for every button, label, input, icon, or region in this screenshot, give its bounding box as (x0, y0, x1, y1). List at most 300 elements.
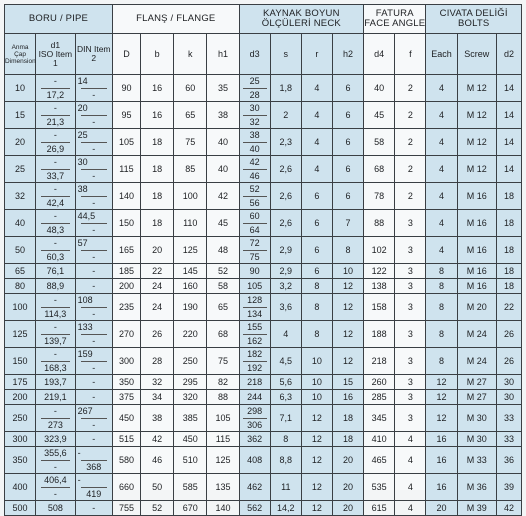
cell-d3-bottom: 56 (249, 198, 260, 208)
table-row (5, 474, 522, 501)
cell-dim: 350 (5, 447, 36, 474)
cell-k: 145 (174, 264, 207, 279)
cell-s: 8,8 (270, 447, 301, 474)
cell-b: 20 (140, 237, 173, 264)
cell-d3-divider (243, 307, 267, 308)
cell-d3-top: 25 (249, 76, 260, 86)
table-row (5, 348, 522, 375)
cell-d3-top: 38 (249, 130, 260, 140)
cell-D: 90 (112, 75, 140, 102)
cell-k: 670 (174, 501, 207, 516)
cell-d3-divider (243, 418, 267, 419)
cell-din-bottom: - (92, 252, 96, 262)
table-row (5, 432, 522, 447)
cell-screw: M 39 (457, 501, 496, 516)
cell-d2: 33 (496, 405, 521, 432)
cell-iso-bottom: 42,4 (46, 198, 65, 208)
cell-r: 4 (301, 75, 332, 102)
col-f: f (395, 34, 426, 75)
cell-k: 85 (174, 156, 207, 183)
bolts-group-header: CIVATA DELİĞİ BOLTS (426, 5, 522, 34)
cell-din-bottom: 419 (86, 489, 102, 499)
cell-r: 6 (301, 210, 332, 237)
cell-dim: 175 (5, 375, 36, 390)
cell-k: 160 (174, 279, 207, 294)
cell-each: 12 (426, 405, 457, 432)
cell-h1: 140 (207, 501, 239, 516)
cell-screw: M 16 (457, 264, 496, 279)
table-row (5, 129, 522, 156)
cell-f: 3 (395, 237, 426, 264)
col-screw: Screw (457, 34, 496, 75)
col-s: s (270, 34, 301, 75)
flange-spec-sheet (4, 4, 522, 513)
cell-h2: 18 (332, 405, 363, 432)
cell-d3-bottom: 192 (247, 363, 263, 373)
cell-h2: 20 (332, 447, 363, 474)
cell-f: 3 (395, 390, 426, 405)
cell-d3-divider (243, 88, 267, 89)
cell-h1: 88 (207, 390, 239, 405)
cell-iso: 323,9 (36, 432, 75, 447)
cell-d2: 14 (496, 156, 521, 183)
cell-dim: 32 (5, 183, 36, 210)
cell-h1: 40 (207, 129, 239, 156)
cell-iso: 193,7 (36, 375, 75, 390)
cell-iso-divider (41, 196, 69, 197)
cell-din: - (75, 279, 112, 294)
cell-screw: M 30 (457, 432, 496, 447)
cell-h2: 8 (332, 237, 363, 264)
cell-d4: 615 (364, 501, 395, 516)
cell-din (75, 294, 112, 321)
cell-each: 8 (426, 348, 457, 375)
cell-h1: 38 (207, 102, 239, 129)
cell-d2: 39 (496, 474, 521, 501)
cell-iso (36, 129, 75, 156)
cell-d4: 218 (364, 348, 395, 375)
cell-d4: 45 (364, 102, 395, 129)
cell-iso-bottom: 21,3 (46, 117, 65, 127)
cell-k: 75 (174, 129, 207, 156)
cell-s: 14,2 (270, 501, 301, 516)
cell-iso-top: - (53, 238, 57, 248)
cell-iso-top: - (53, 130, 57, 140)
cell-iso (36, 405, 75, 432)
cell-din (75, 102, 112, 129)
cell-din-divider (81, 169, 107, 170)
cell-iso-divider (41, 169, 69, 170)
cell-din: - (75, 432, 112, 447)
cell-d4: 345 (364, 405, 395, 432)
cell-din-top: 133 (77, 322, 93, 332)
cell-screw: M 20 (457, 294, 496, 321)
table-row (5, 501, 522, 516)
cell-h1: 65 (207, 294, 239, 321)
cell-d4: 410 (364, 432, 395, 447)
cell-d3-divider (243, 142, 267, 143)
cell-dim: 400 (5, 474, 36, 501)
cell-d3-bottom: 134 (247, 309, 263, 319)
cell-h2: 12 (332, 294, 363, 321)
cell-din-divider (81, 487, 107, 488)
cell-d2: 18 (496, 210, 521, 237)
cell-d2: 42 (496, 501, 521, 516)
cell-din-top: 38 (77, 184, 88, 194)
cell-d3: 562 (239, 501, 270, 516)
cell-b: 16 (140, 102, 173, 129)
cell-din (75, 75, 112, 102)
cell-D: 450 (112, 405, 140, 432)
cell-iso-top: - (53, 295, 57, 305)
cell-h2: 20 (332, 474, 363, 501)
cell-d3-top: 30 (249, 103, 260, 113)
cell-d4: 465 (364, 447, 395, 474)
cell-each: 4 (426, 75, 457, 102)
cell-d3-bottom: 40 (249, 144, 260, 154)
cell-d3-top: 182 (247, 349, 263, 359)
cell-D: 185 (112, 264, 140, 279)
table-row (5, 390, 522, 405)
cell-d4: 158 (364, 294, 395, 321)
cell-k: 125 (174, 237, 207, 264)
cell-d3-divider (243, 169, 267, 170)
cell-b: 38 (140, 405, 173, 432)
cell-iso-top: - (53, 103, 57, 113)
cell-b: 26 (140, 321, 173, 348)
cell-h2: 12 (332, 279, 363, 294)
cell-k: 510 (174, 447, 207, 474)
cell-iso-top: - (53, 184, 57, 194)
cell-d2: 14 (496, 129, 521, 156)
cell-each: 4 (426, 183, 457, 210)
col-h2: h2 (332, 34, 363, 75)
cell-s: 6,3 (270, 390, 301, 405)
cell-h2: 6 (332, 102, 363, 129)
cell-din (75, 405, 112, 432)
cell-d2: 18 (496, 264, 521, 279)
cell-iso-top: 355,6 (44, 448, 67, 458)
cell-h2: 6 (332, 129, 363, 156)
cell-din: - (75, 390, 112, 405)
cell-d2: 18 (496, 237, 521, 264)
cell-d4: 535 (364, 474, 395, 501)
cell-iso-divider (41, 250, 69, 251)
cell-d3 (239, 237, 270, 264)
cell-d4: 68 (364, 156, 395, 183)
table-row (5, 279, 522, 294)
cell-k: 295 (174, 375, 207, 390)
cell-r: 4 (301, 156, 332, 183)
cell-d3: 244 (239, 390, 270, 405)
cell-d3-bottom: 32 (249, 117, 260, 127)
cell-iso-top: - (53, 406, 57, 416)
cell-s: 7,1 (270, 405, 301, 432)
cell-s: 4 (270, 321, 301, 348)
cell-b: 24 (140, 294, 173, 321)
cell-h2: 20 (332, 501, 363, 516)
cell-d4: 188 (364, 321, 395, 348)
cell-b: 18 (140, 129, 173, 156)
cell-each: 20 (426, 501, 457, 516)
cell-d4: 78 (364, 183, 395, 210)
cell-each: 8 (426, 264, 457, 279)
cell-h1: 48 (207, 237, 239, 264)
cell-d4: 285 (364, 390, 395, 405)
cell-dim: 40 (5, 210, 36, 237)
cell-din-divider (81, 418, 107, 419)
cell-screw: M 27 (457, 375, 496, 390)
cell-h2: 10 (332, 264, 363, 279)
col-h1: h1 (207, 34, 239, 75)
cell-iso-top: - (53, 322, 57, 332)
cell-din-top: - (77, 475, 81, 485)
cell-each: 16 (426, 447, 457, 474)
cell-iso-divider (41, 334, 69, 335)
cell-dim: 65 (5, 264, 36, 279)
cell-d3 (239, 102, 270, 129)
cell-f: 2 (395, 183, 426, 210)
cell-s: 2,9 (270, 264, 301, 279)
cell-iso-divider (41, 142, 69, 143)
cell-iso (36, 447, 75, 474)
cell-iso (36, 156, 75, 183)
cell-f: 4 (395, 501, 426, 516)
cell-din-divider (81, 307, 107, 308)
cell-each: 8 (426, 321, 457, 348)
cell-d4: 122 (364, 264, 395, 279)
cell-din: - (75, 501, 112, 516)
cell-b: 32 (140, 375, 173, 390)
cell-d2: 26 (496, 348, 521, 375)
cell-d3-divider (243, 223, 267, 224)
cell-din-divider (81, 250, 107, 251)
cell-dim: 150 (5, 348, 36, 375)
face-angle-group-header: FATURA FACE ANGLE (364, 5, 426, 34)
cell-d3-top: 42 (249, 157, 260, 167)
table-row (5, 447, 522, 474)
col-dimension: Anma Çap Dimension (5, 34, 36, 75)
cell-iso-divider (41, 460, 69, 461)
cell-r: 8 (301, 279, 332, 294)
cell-each: 4 (426, 210, 457, 237)
cell-d2: 26 (496, 321, 521, 348)
col-r: r (301, 34, 332, 75)
cell-h1: 40 (207, 156, 239, 183)
cell-d3 (239, 129, 270, 156)
cell-D: 375 (112, 390, 140, 405)
cell-r: 8 (301, 294, 332, 321)
cell-d2: 22 (496, 294, 521, 321)
cell-dim: 200 (5, 390, 36, 405)
cell-iso-divider (41, 307, 69, 308)
cell-d3 (239, 183, 270, 210)
cell-iso-bottom: 33,7 (46, 171, 65, 181)
cell-f: 4 (395, 474, 426, 501)
cell-din-bottom: 368 (86, 462, 102, 472)
cell-screw: M 30 (457, 405, 496, 432)
cell-d4: 58 (364, 129, 395, 156)
cell-d3-divider (243, 250, 267, 251)
flange-dimension-table (4, 4, 522, 516)
cell-dim: 250 (5, 405, 36, 432)
cell-d3-top: 298 (247, 406, 263, 416)
cell-f: 3 (395, 321, 426, 348)
cell-iso: 76,1 (36, 264, 75, 279)
cell-r: 12 (301, 474, 332, 501)
cell-d3 (239, 321, 270, 348)
cell-din-bottom: - (92, 336, 96, 346)
cell-f: 3 (395, 375, 426, 390)
cell-r: 10 (301, 390, 332, 405)
cell-screw: M 16 (457, 183, 496, 210)
cell-D: 165 (112, 237, 140, 264)
cell-din (75, 183, 112, 210)
cell-b: 24 (140, 279, 173, 294)
cell-d3 (239, 75, 270, 102)
cell-d4: 40 (364, 75, 395, 102)
cell-iso (36, 294, 75, 321)
cell-D: 115 (112, 156, 140, 183)
cell-d3-bottom: 162 (247, 336, 263, 346)
table-row (5, 321, 522, 348)
cell-screw: M 16 (457, 237, 496, 264)
cell-s: 2,6 (270, 210, 301, 237)
table-row (5, 375, 522, 390)
cell-din-divider (81, 460, 107, 461)
cell-D: 300 (112, 348, 140, 375)
cell-din (75, 474, 112, 501)
cell-f: 3 (395, 210, 426, 237)
cell-iso: 88,9 (36, 279, 75, 294)
cell-screw: M 16 (457, 210, 496, 237)
cell-din-divider (81, 142, 107, 143)
cell-d3 (239, 294, 270, 321)
neck-group-header: KAYNAK BOYUN ÖLÇÜLERİ NECK (239, 5, 364, 34)
table-row (5, 156, 522, 183)
cell-dim: 100 (5, 294, 36, 321)
cell-D: 95 (112, 102, 140, 129)
cell-D: 105 (112, 129, 140, 156)
cell-d2: 30 (496, 390, 521, 405)
cell-iso (36, 237, 75, 264)
cell-iso-divider (41, 88, 69, 89)
cell-iso-top: - (53, 349, 57, 359)
cell-k: 450 (174, 432, 207, 447)
cell-h1: 105 (207, 405, 239, 432)
cell-k: 100 (174, 183, 207, 210)
cell-dim: 50 (5, 237, 36, 264)
cell-d4: 88 (364, 210, 395, 237)
cell-d3-bottom: 75 (249, 252, 260, 262)
cell-k: 65 (174, 102, 207, 129)
cell-din-bottom: - (92, 363, 96, 373)
cell-din-top: 30 (77, 157, 88, 167)
cell-d3 (239, 210, 270, 237)
cell-k: 320 (174, 390, 207, 405)
cell-s: 8 (270, 432, 301, 447)
cell-h2: 12 (332, 321, 363, 348)
cell-r: 10 (301, 348, 332, 375)
cell-D: 580 (112, 447, 140, 474)
cell-b: 16 (140, 75, 173, 102)
cell-screw: M 12 (457, 75, 496, 102)
cell-iso-divider (41, 223, 69, 224)
col-d2: d2 (496, 34, 521, 75)
cell-din-bottom: - (92, 90, 96, 100)
cell-f: 3 (395, 405, 426, 432)
cell-d2: 14 (496, 75, 521, 102)
cell-h2: 6 (332, 183, 363, 210)
cell-din (75, 210, 112, 237)
cell-each: 12 (426, 390, 457, 405)
cell-D: 200 (112, 279, 140, 294)
cell-s: 2,3 (270, 129, 301, 156)
cell-din-bottom: - (92, 225, 96, 235)
cell-dim: 15 (5, 102, 36, 129)
table-row (5, 75, 522, 102)
cell-d2: 14 (496, 102, 521, 129)
cell-d3-top: 72 (249, 238, 260, 248)
cell-k: 190 (174, 294, 207, 321)
cell-screw: M 36 (457, 474, 496, 501)
cell-s: 11 (270, 474, 301, 501)
cell-b: 18 (140, 183, 173, 210)
cell-iso-top: - (53, 157, 57, 167)
cell-screw: M 12 (457, 156, 496, 183)
col-d4: d4 (364, 34, 395, 75)
cell-iso (36, 321, 75, 348)
cell-k: 250 (174, 348, 207, 375)
cell-b: 28 (140, 348, 173, 375)
cell-d3-top: 155 (247, 322, 263, 332)
cell-r: 6 (301, 183, 332, 210)
cell-d3 (239, 348, 270, 375)
col-d1-label: d1 (50, 39, 61, 50)
cell-screw: M 16 (457, 279, 496, 294)
cell-din (75, 237, 112, 264)
col-b: b (140, 34, 173, 75)
cell-s: 2 (270, 102, 301, 129)
cell-d3-top: 60 (249, 211, 260, 221)
cell-screw: M 27 (457, 390, 496, 405)
cell-h1: 58 (207, 279, 239, 294)
cell-iso-bottom: 48,3 (46, 225, 65, 235)
col-each: Each (426, 34, 457, 75)
cell-din: - (75, 264, 112, 279)
cell-s: 1,8 (270, 75, 301, 102)
cell-each: 16 (426, 474, 457, 501)
cell-dim: 25 (5, 156, 36, 183)
cell-h2: 16 (332, 390, 363, 405)
cell-iso-bottom: 60,3 (46, 252, 65, 262)
cell-f: 2 (395, 102, 426, 129)
cell-r: 12 (301, 432, 332, 447)
cell-f: 2 (395, 75, 426, 102)
cell-iso-top: - (53, 76, 57, 86)
cell-dim: 80 (5, 279, 36, 294)
cell-iso-divider (41, 487, 69, 488)
table-row (5, 183, 522, 210)
cell-r: 10 (301, 375, 332, 390)
cell-din-bottom: - (92, 420, 96, 430)
cell-s: 2,6 (270, 183, 301, 210)
cell-D: 270 (112, 321, 140, 348)
cell-r: 6 (301, 237, 332, 264)
cell-b: 34 (140, 390, 173, 405)
table-row (5, 210, 522, 237)
cell-iso-bottom: - (53, 489, 57, 499)
